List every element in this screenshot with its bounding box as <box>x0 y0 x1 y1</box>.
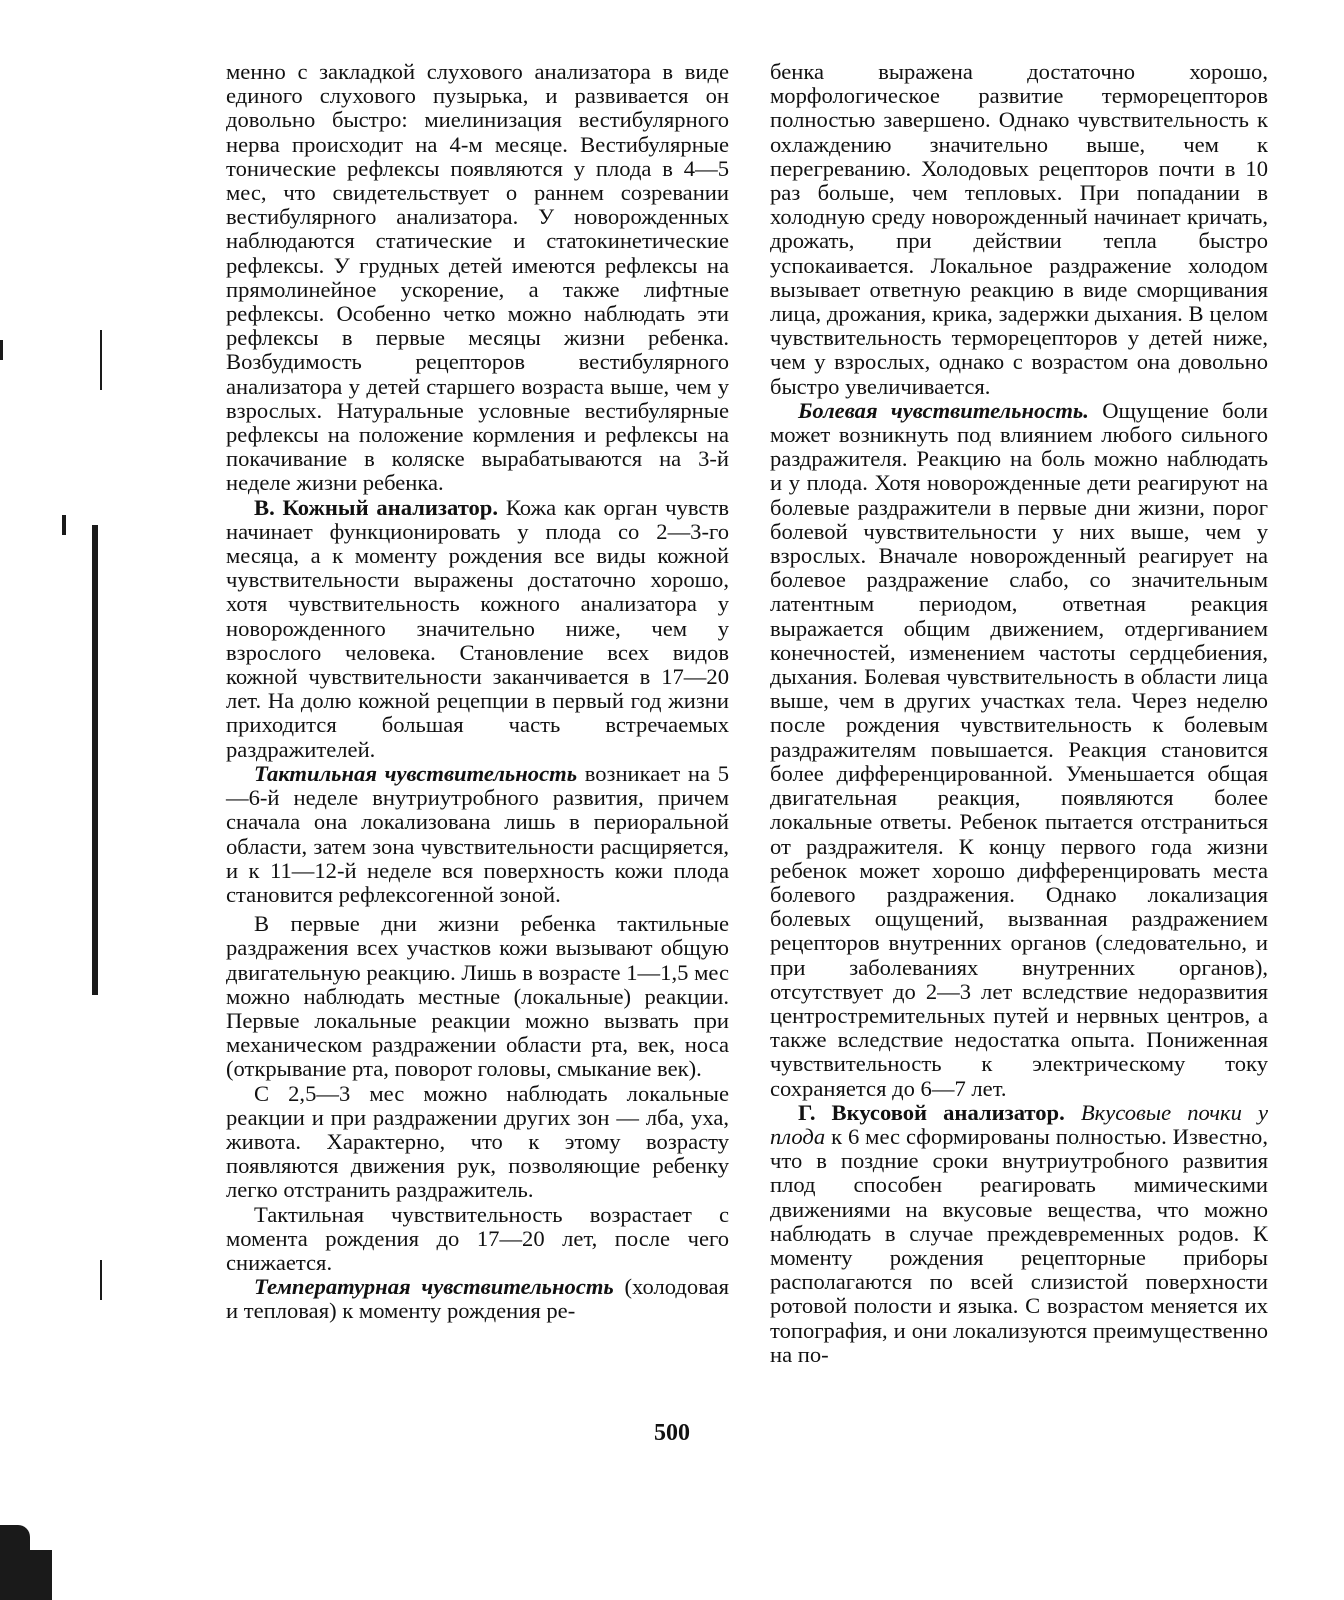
paragraph-text: возникает на 5—6-й неделе внутриутробного развития, причем сначала она локализована лишь в периоральной области, затем зона чувствительности расщиряется, и к 11—12-й неделе вся поверхность кожи плода становится рефлексогенной зоной. <box>226 760 729 907</box>
scan-edge-artifact <box>92 525 98 995</box>
scan-edge-artifact <box>100 1260 102 1300</box>
page-number: 500 <box>654 1420 690 1446</box>
scan-edge-artifact <box>0 1525 30 1600</box>
paragraph: В первые дни жизни ребенка тактильные раздражения всех участков кожи вызывают общую двигательную реакцию. Лишь в возрасте 1—1,5 мес можно наблюдать местные (локальные) реакции. Первые локальные реакции можно вызвать при механическом раздражении области рта, век, носа (открывание рта, поворот головы, смыкание век). <box>226 911 729 1082</box>
right-column <box>770 60 1268 1367</box>
paragraph: бенка выражена достаточно хорошо, морфологическое развитие терморецепторов полностью завершено. Однако чувствительность к охлаждению значительно выше, чем к перегреванию. Холодовых рецепторов почти в 10 раз больше, чем тепловых. При попадании в холодную среду новорожденный начинает кричать, дрожать, при действии тепла быстро успокаивается. Локальное раздражение холодом вызывает ответную реакцию в виде сморщивания лица, дрожания, крика, задержки дыхания. В целом чувствительность терморецепторов у детей ниже, чем у взрослых, однако с возрастом она довольно быстро увеличивается. <box>770 59 1268 399</box>
paragraph-text: (холодовая и тепловая) к моменту рождения ре- <box>226 1274 729 1324</box>
paragraph <box>226 1275 729 1323</box>
scan-edge-artifact <box>30 1550 52 1600</box>
paragraph: С 2,5—3 мес можно наблюдать локальные реакции и при раздражении других зон — лба, уха, живота. Характерно, что к этому возрасту появляются движения рук, позволяющие ребенку легко отстранить раздражитель. <box>226 1080 729 1203</box>
italic-phrase: Вкусовые почки у плода <box>770 1099 1268 1149</box>
paragraph: Тактильная чувствительность возрастает с момента рождения до 17—20 лет, после чего снижается. <box>226 1201 729 1275</box>
paragraph-text: к 6 мес сформированы полностью. Известно, что в поздние сроки внутриутробного развития плод способен реагировать мимическими движениями на вкусовые вещества, что можно наблюдать в случае преждевременных родов. К моменту рождения рецепторные приборы располагаются по всей слизистой поверхности ротовой полости и языка. С возрастом меняется их топография, и они локализуются преимущественно на по- <box>770 1123 1268 1367</box>
paragraph: менно с закладкой слухового анализатора в виде единого слухового пузырька, и развивается он довольно быстро: миелинизация вестибулярного нерва происходит на 4-м месяце. Вестибулярные тонические рефлексы появляются у плода в 4—5 мес, что свидетельствует о раннем созревании вестибулярного анализатора. У новорожденных наблюдаются статические и статокинетические рефлексы. У грудных детей имеются рефлексы на прямолинейное ускорение, а также лифтные рефлексы. Особенно четко можно наблюдать эти рефлексы в первые месяцы жизни ребенка. Возбудимость рецепторов вестибулярного анализатора у детей старшего возраста выше, чем у взрослых. Натуральные условные вестибулярные рефлексы на положение кормления и рефлексы на покачивание в коляске вырабатываются на 3-й неделе жизни ребенка. <box>226 59 729 496</box>
scan-edge-artifact <box>0 340 3 360</box>
term-heading: Болевая чувствительность. <box>798 397 1089 423</box>
section-heading: В. Кожный анализатор. <box>254 494 499 520</box>
left-column <box>226 60 729 1324</box>
paragraph-text: Кожа как орган чувств начинает функционировать у плода со 2—3-го месяца, а к моменту рождения все виды кожной чувствительности выражены достаточно хорошо, хотя чувствительность кожного анализатора у новорожденного значительно ниже, чем у взрослого человека. Становление всех видов кожной чувствительности заканчивается в 17—20 лет. На долю кожной рецепции в первый год жизни приходится большая часть встречаемых раздражителей. <box>226 494 729 762</box>
paragraph <box>226 762 729 907</box>
paragraph <box>226 496 729 762</box>
scan-edge-artifact <box>62 515 66 535</box>
paragraph-text: Ощущение боли может возникнуть под влиянием любого сильного раздражителя. Реакцию на боль можно наблюдать и у плода. Хотя новорожденные дети реагируют на болевые раздражители в первые дни жизни, порог болевой чувствительности у них выше, чем у взрослых. Вначале новорожденный реагирует на болевое раздражение слабо, со значительным латентным периодом, ответная реакция выражается общим движением, отдергиванием конечностей, изменением частоты сердцебиения, дыхания. Болевая чувствительность в области лица выше, чем в других участках тела. Через неделю после рождения чувствительность к болевым раздражителям повышается. Реакция становится более дифференцированной. Уменьшается общая двигательная реакция, появляются более локальные ответы. Ребенок пытается отстраниться от раздражителя. К концу первого года жизни ребенок может хорошо дифференцировать места болевого раздражения. Однако локализация болевых ощущений, вызванная раздражением рецепторов внутренних органов (следовательно, и при заболеваниях внутренних органов), отсутствует до 2—3 лет вследствие недоразвития центростремительных путей и нервных центров, а также вследствие недостатка опыта. Пониженная чувствительность к электрическому току сохраняется до 6—7 лет. <box>770 397 1268 1101</box>
section-heading: Г. Вкусовой анализатор. <box>798 1099 1065 1125</box>
paragraph <box>770 399 1268 1101</box>
scan-edge-artifact <box>100 330 102 390</box>
paragraph <box>770 1101 1268 1367</box>
term-heading: Тактильная чувствительность <box>254 760 578 786</box>
term-heading: Температурная чувствительность <box>254 1274 614 1300</box>
